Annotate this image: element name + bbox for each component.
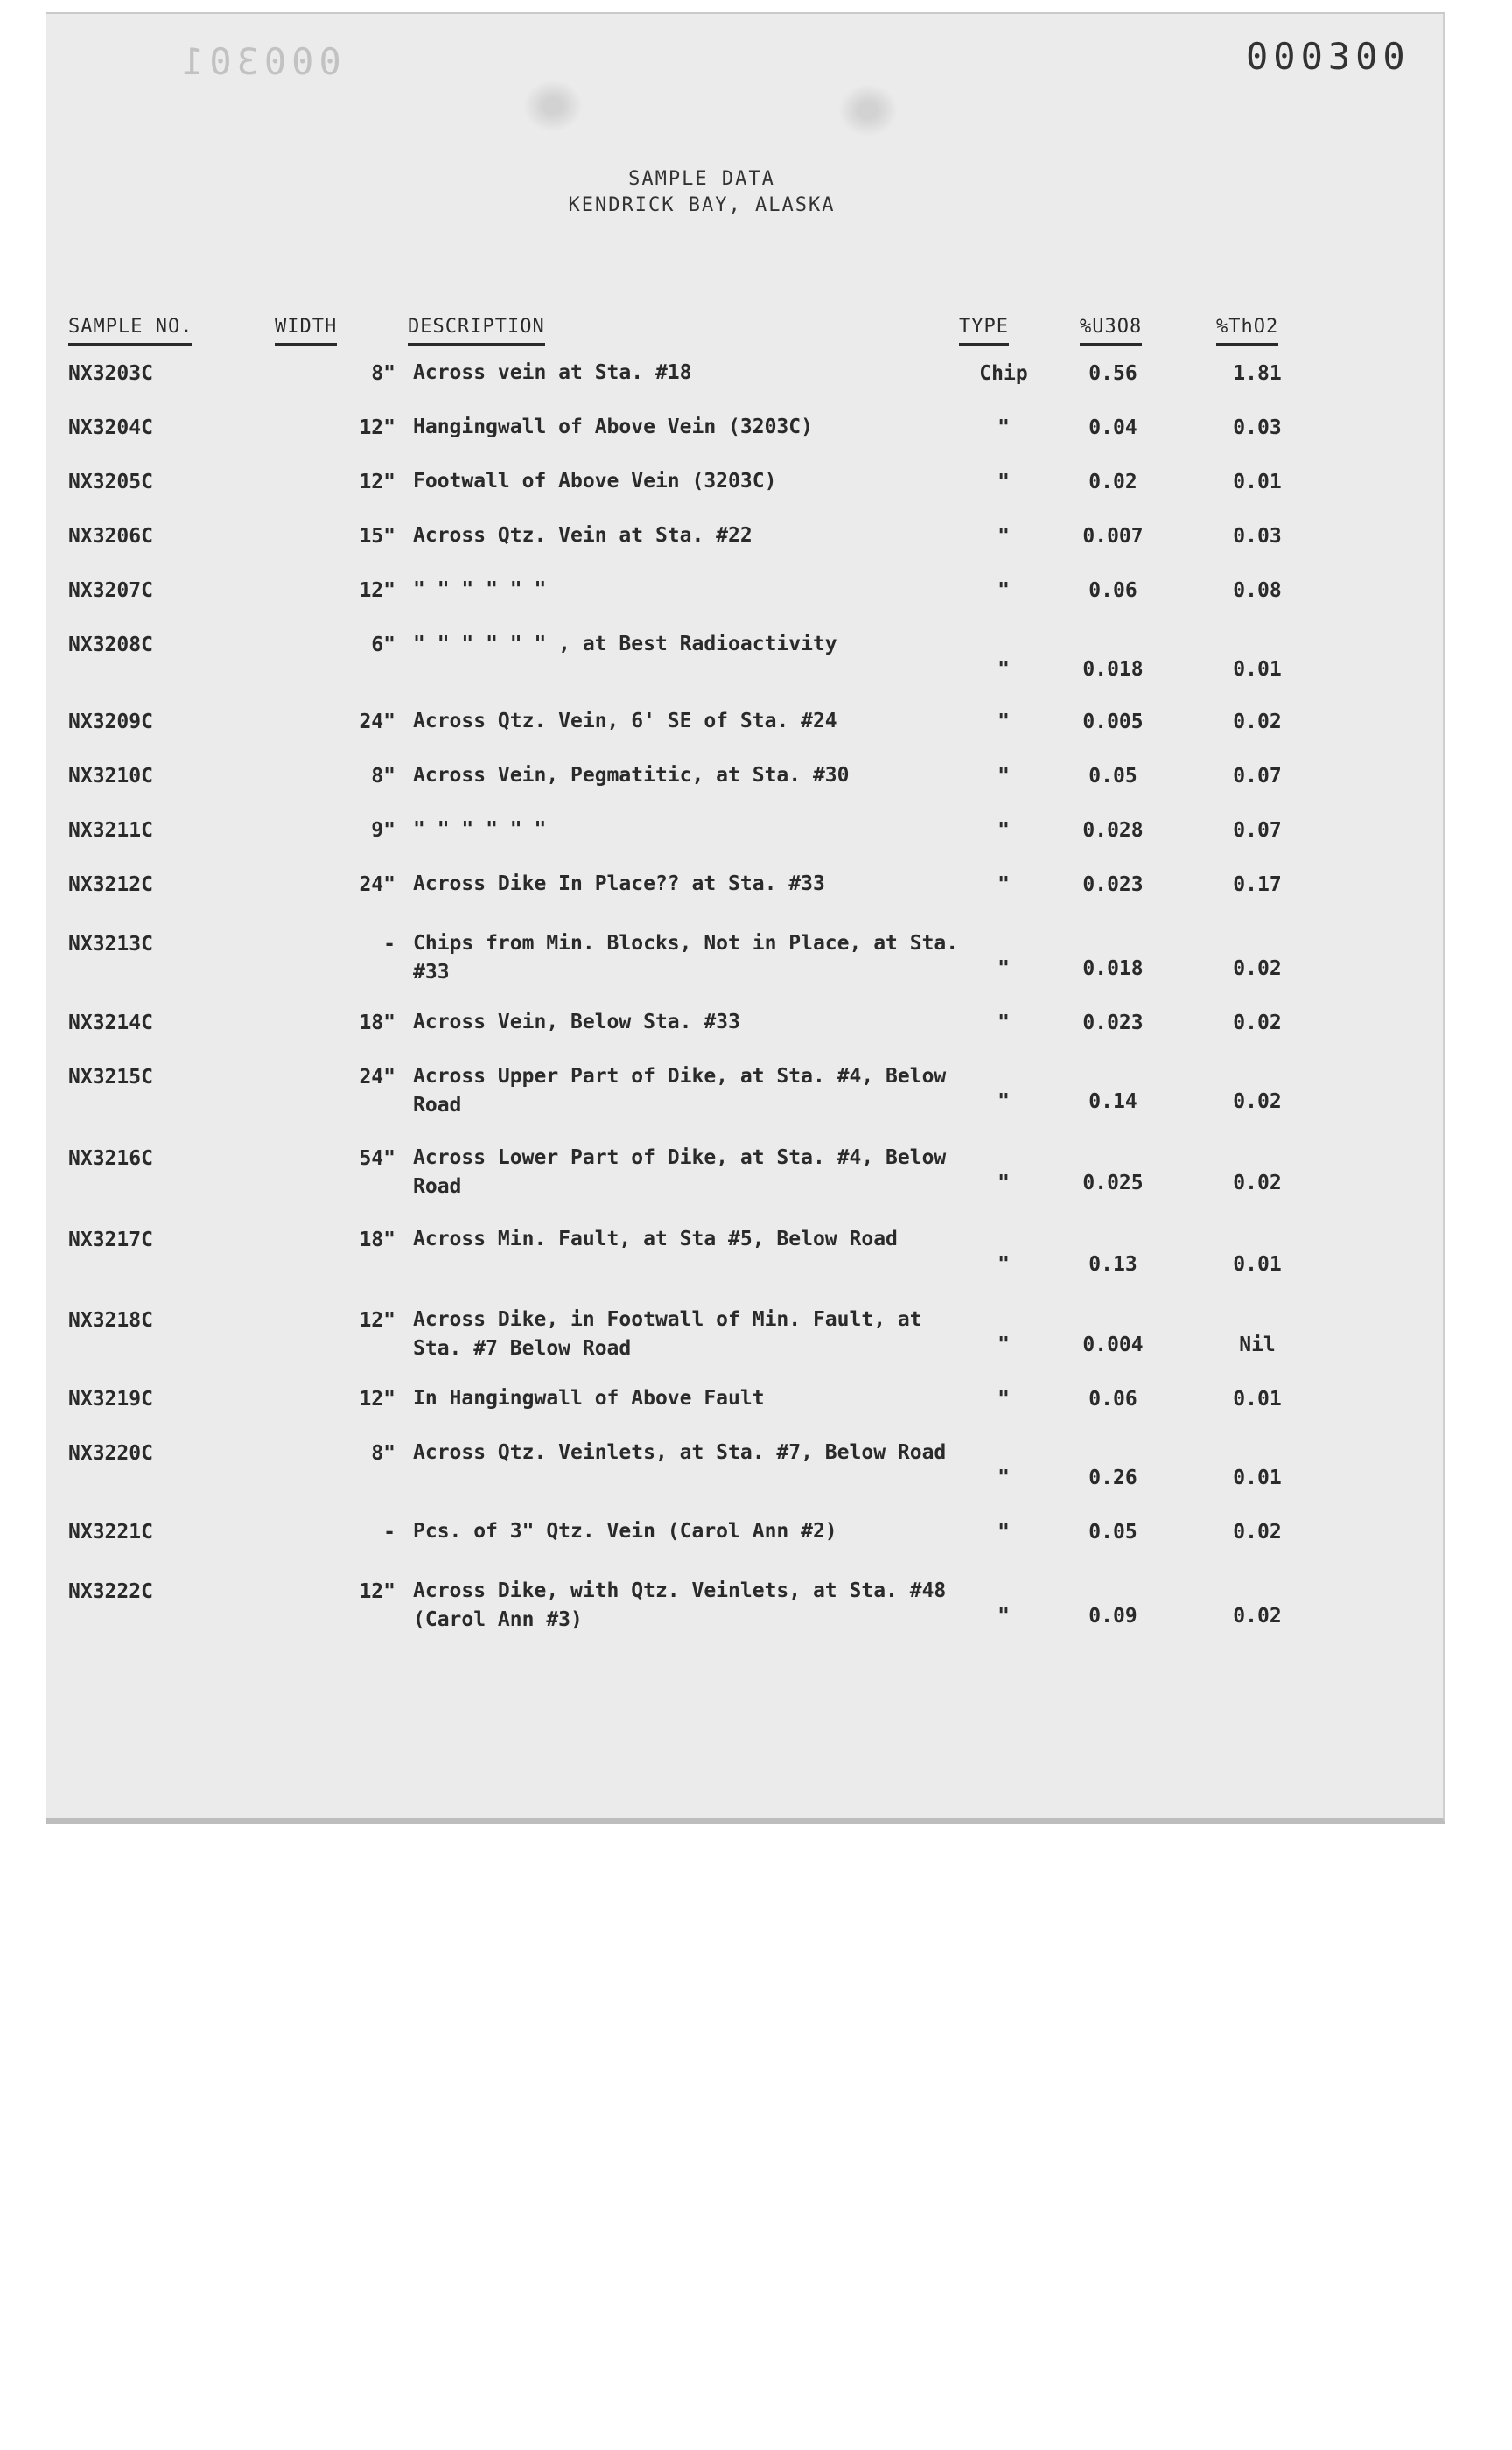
header-sample-no: SAMPLE NO. xyxy=(68,316,192,338)
page-subtitle: KENDRICK BAY, ALASKA xyxy=(568,194,836,216)
sample-tho2: 0.17 xyxy=(1233,873,1282,896)
sample-type: Chip xyxy=(979,362,1028,385)
sample-u3o8: 0.02 xyxy=(1088,471,1138,494)
sample-tho2: 0.02 xyxy=(1233,1605,1282,1628)
sample-tho2: 0.02 xyxy=(1233,1521,1282,1544)
sample-description: Across Qtz. Vein, 6' SE of Sta. #24 xyxy=(413,710,837,732)
sample-id: NX3215C xyxy=(68,1066,153,1088)
sample-type: " xyxy=(998,1090,1010,1113)
sample-tho2: Nil xyxy=(1239,1334,1276,1356)
sample-type: " xyxy=(998,1521,1010,1544)
sample-id: NX3221C xyxy=(68,1521,153,1544)
sample-width: 18" xyxy=(359,1012,396,1034)
sample-description: In Hangingwall of Above Fault xyxy=(413,1387,765,1410)
sample-width: 24" xyxy=(359,873,396,896)
page-number-ghost: 000301 xyxy=(177,40,341,83)
sample-u3o8: 0.05 xyxy=(1088,1521,1138,1544)
sample-type: " xyxy=(998,819,1010,842)
sample-description: Pcs. of 3" Qtz. Vein (Carol Ann #2) xyxy=(413,1520,837,1543)
sample-width: 12" xyxy=(359,416,396,439)
sample-tho2: 0.01 xyxy=(1233,1388,1282,1410)
document-sheet xyxy=(46,12,1446,1824)
sample-id: NX3222C xyxy=(68,1580,153,1603)
sample-type: " xyxy=(998,765,1010,788)
sample-type: " xyxy=(998,873,1010,896)
sample-tho2: 0.02 xyxy=(1233,1172,1282,1194)
sample-tho2: 0.07 xyxy=(1233,819,1282,842)
sample-u3o8: 0.028 xyxy=(1082,819,1144,842)
sample-width: - xyxy=(383,1521,396,1544)
sample-type: " xyxy=(998,1334,1010,1356)
sample-width: 12" xyxy=(359,471,396,494)
sample-id: NX3205C xyxy=(68,471,153,494)
sample-u3o8: 0.023 xyxy=(1082,1012,1144,1034)
sample-type: " xyxy=(998,1172,1010,1194)
page-title: SAMPLE DATA xyxy=(628,168,775,190)
sample-type: " xyxy=(998,525,1010,548)
sample-id: NX3203C xyxy=(68,362,153,385)
sample-u3o8: 0.018 xyxy=(1082,957,1144,980)
sample-tho2: 1.81 xyxy=(1233,362,1282,385)
sample-table xyxy=(46,14,1446,1825)
sample-width: 54" xyxy=(359,1147,396,1170)
sample-id: NX3213C xyxy=(68,933,153,956)
sample-width: 8" xyxy=(371,362,396,385)
sample-width: 12" xyxy=(359,579,396,602)
sample-id: NX3208C xyxy=(68,634,153,656)
sample-tho2: 0.03 xyxy=(1233,416,1282,439)
sample-description: " " " " " " , at Best Radioactivity xyxy=(413,633,837,655)
sample-description: " " " " " " xyxy=(413,818,547,841)
header-type: TYPE xyxy=(959,316,1009,338)
sample-id: NX3217C xyxy=(68,1228,153,1251)
sample-tho2: 0.01 xyxy=(1233,1253,1282,1276)
sample-tho2: 0.02 xyxy=(1233,957,1282,980)
sample-u3o8: 0.005 xyxy=(1082,710,1144,733)
page-number: 000300 xyxy=(1246,35,1410,78)
sample-description: Across Dike, with Qtz. Veinlets, at Sta. #48 (Carol Ann #3) xyxy=(413,1579,947,1631)
sample-id: NX3207C xyxy=(68,579,153,602)
sample-type: " xyxy=(998,1605,1010,1628)
sample-width: 6" xyxy=(371,634,396,656)
sample-tho2: 0.07 xyxy=(1233,765,1282,788)
sample-id: NX3218C xyxy=(68,1309,153,1332)
sample-u3o8: 0.007 xyxy=(1082,525,1144,548)
sample-width: 8" xyxy=(371,1442,396,1465)
sample-width: 12" xyxy=(359,1388,396,1410)
sample-tho2: 0.02 xyxy=(1233,1012,1282,1034)
sample-description: Across Dike, in Footwall of Min. Fault, at Sta. #7 Below Road xyxy=(413,1308,922,1360)
sample-description: Across Vein, Pegmatitic, at Sta. #30 xyxy=(413,764,850,787)
sample-u3o8: 0.06 xyxy=(1088,579,1138,602)
sample-id: NX3212C xyxy=(68,873,153,896)
sample-type: " xyxy=(998,957,1010,980)
sample-description: Chips from Min. Blocks, Not in Place, at Sta. #33 xyxy=(413,932,959,984)
sample-width: 18" xyxy=(359,1228,396,1251)
sample-tho2: 0.01 xyxy=(1233,1466,1282,1489)
sample-description: Hangingwall of Above Vein (3203C) xyxy=(413,416,813,438)
sample-width: 9" xyxy=(371,819,396,842)
sample-id: NX3214C xyxy=(68,1012,153,1034)
sample-type: " xyxy=(998,579,1010,602)
sample-description: Across Upper Part of Dike, at Sta. #4, Below Road xyxy=(413,1065,947,1116)
sample-u3o8: 0.05 xyxy=(1088,765,1138,788)
sample-type: " xyxy=(998,416,1010,439)
sample-u3o8: 0.06 xyxy=(1088,1388,1138,1410)
sample-description: " " " " " " xyxy=(413,578,547,601)
sample-description: Across Qtz. Veinlets, at Sta. #7, Below Road xyxy=(413,1441,947,1464)
sample-u3o8: 0.56 xyxy=(1088,362,1138,385)
sample-tho2: 0.01 xyxy=(1233,658,1282,681)
sample-type: " xyxy=(998,1388,1010,1410)
sample-width: 24" xyxy=(359,1066,396,1088)
sample-u3o8: 0.018 xyxy=(1082,658,1144,681)
sample-type: " xyxy=(998,1253,1010,1276)
header-u3o8: %U3O8 xyxy=(1080,316,1142,338)
sample-id: NX3206C xyxy=(68,525,153,548)
sample-tho2: 0.01 xyxy=(1233,471,1282,494)
header-description: DESCRIPTION xyxy=(408,316,545,338)
sample-description: Across Dike In Place?? at Sta. #33 xyxy=(413,872,825,895)
sample-description: Footwall of Above Vein (3203C) xyxy=(413,470,777,493)
sample-description: Across vein at Sta. #18 xyxy=(413,361,692,384)
sample-id: NX3210C xyxy=(68,765,153,788)
sample-type: " xyxy=(998,658,1010,681)
sample-description: Across Vein, Below Sta. #33 xyxy=(413,1011,740,1033)
sample-type: " xyxy=(998,1466,1010,1489)
sample-type: " xyxy=(998,471,1010,494)
sample-u3o8: 0.13 xyxy=(1088,1253,1138,1276)
sample-width: 12" xyxy=(359,1309,396,1332)
sample-tho2: 0.03 xyxy=(1233,525,1282,548)
sample-width: 24" xyxy=(359,710,396,733)
sample-type: " xyxy=(998,1012,1010,1034)
sample-id: NX3220C xyxy=(68,1442,153,1465)
sample-u3o8: 0.09 xyxy=(1088,1605,1138,1628)
sample-id: NX3219C xyxy=(68,1388,153,1410)
sample-id: NX3204C xyxy=(68,416,153,439)
header-tho2: %ThO2 xyxy=(1216,316,1278,338)
header-width: WIDTH xyxy=(275,316,337,338)
sample-description: Across Min. Fault, at Sta #5, Below Road xyxy=(413,1228,898,1250)
sample-width: - xyxy=(383,933,396,956)
sample-id: NX3216C xyxy=(68,1147,153,1170)
sample-width: 12" xyxy=(359,1580,396,1603)
sample-u3o8: 0.023 xyxy=(1082,873,1144,896)
sample-u3o8: 0.04 xyxy=(1088,416,1138,439)
sample-tho2: 0.02 xyxy=(1233,710,1282,733)
sample-type: " xyxy=(998,710,1010,733)
sample-tho2: 0.08 xyxy=(1233,579,1282,602)
sample-u3o8: 0.14 xyxy=(1088,1090,1138,1113)
sample-width: 15" xyxy=(359,525,396,548)
sample-width: 8" xyxy=(371,765,396,788)
sample-description: Across Lower Part of Dike, at Sta. #4, Below Road xyxy=(413,1146,947,1198)
sample-id: NX3211C xyxy=(68,819,153,842)
sample-u3o8: 0.004 xyxy=(1082,1334,1144,1356)
sample-u3o8: 0.26 xyxy=(1088,1466,1138,1489)
sample-tho2: 0.02 xyxy=(1233,1090,1282,1113)
sample-id: NX3209C xyxy=(68,710,153,733)
sample-u3o8: 0.025 xyxy=(1082,1172,1144,1194)
sample-description: Across Qtz. Vein at Sta. #22 xyxy=(413,524,752,547)
